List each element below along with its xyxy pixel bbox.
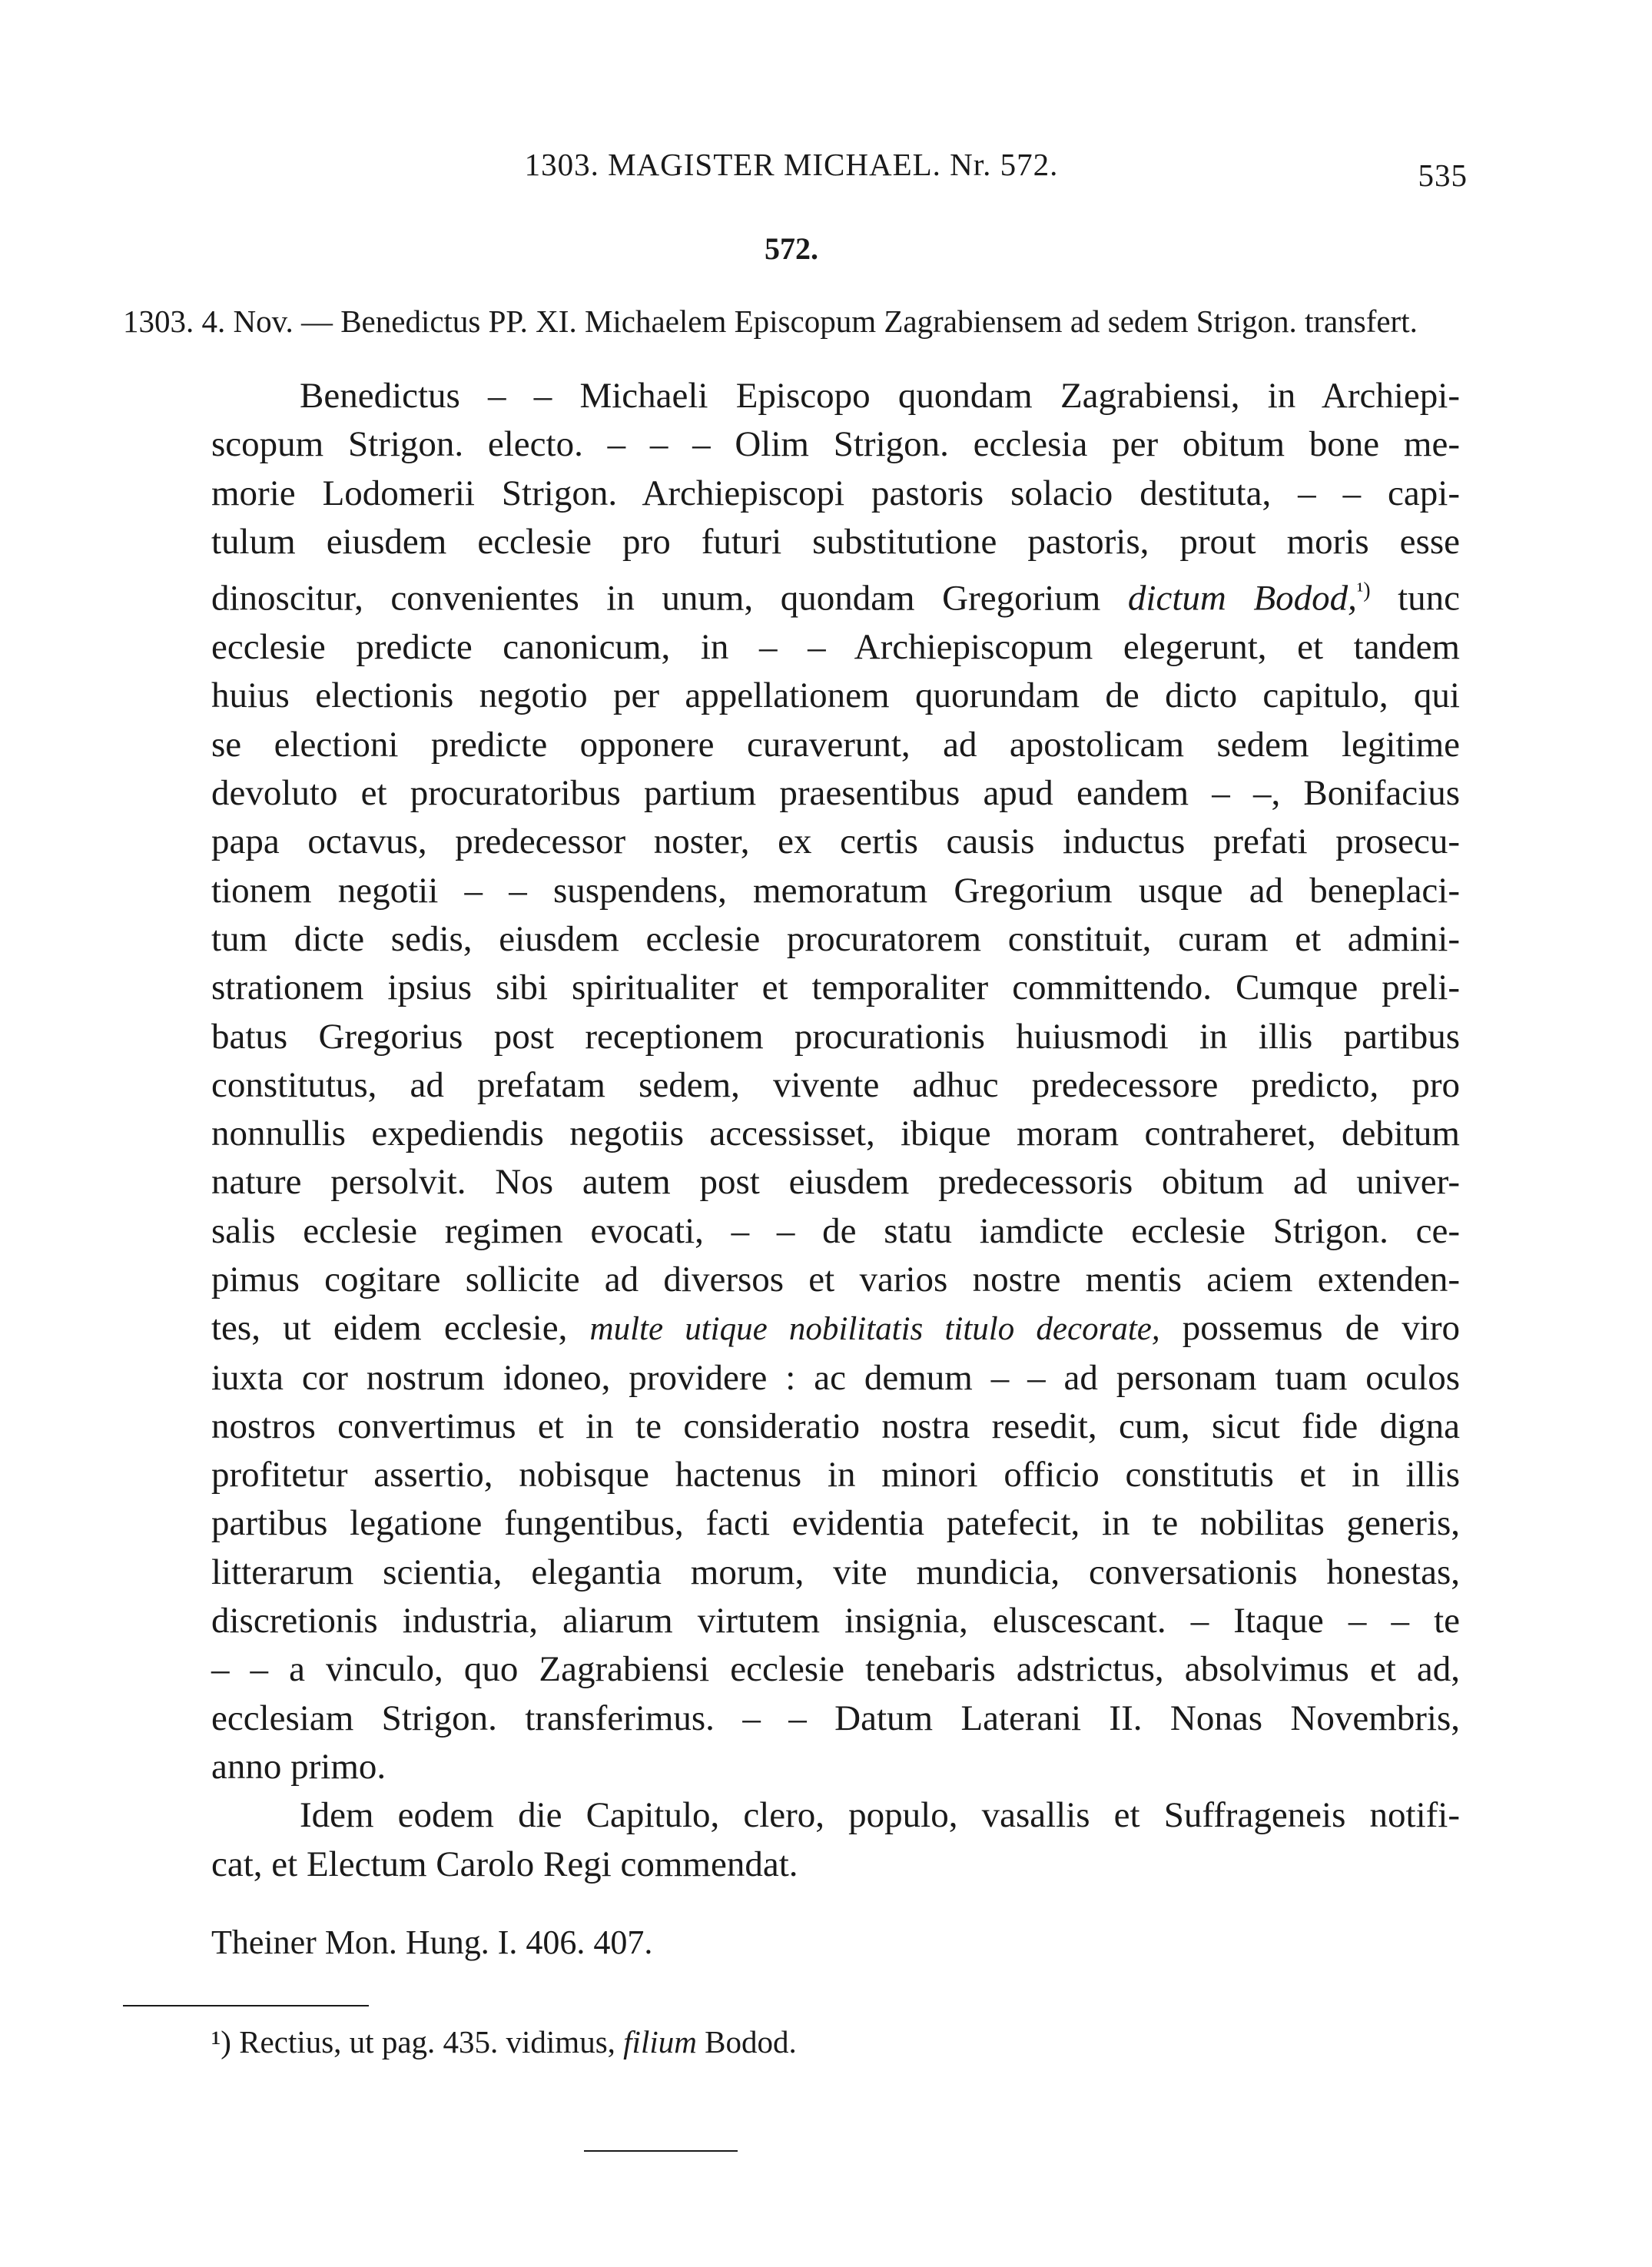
source-citation: Theiner Mon. Hung. I. 406. 407. [211,1923,653,1961]
text-line: tum dicte sedis, eiusdem ecclesie procuratorem constituit, curam et admini- [211,918,1460,959]
text-line: iuxta cor nostrum idoneo, providere : ac demum – – ad personam tuam oculos [211,1357,1460,1398]
text-line: tulum eiusdem ecclesie pro futuri substitutione pastoris, prout moris esse [211,521,1460,562]
text-line: ecclesie predicte canonicum, in – – Archiepiscopum elegerunt, et tandem [211,627,1460,668]
second-paragraph [123,1791,1460,1889]
text-line: cat, et Electum Carolo Regi commendat. [211,1844,798,1884]
text-line: Idem eodem die Capitulo, clero, populo, vasallis et Suffrageneis notifi- [300,1795,1460,1836]
page-end-rule [584,2150,738,2152]
text-line: Benedictus – – Michaeli Episcopo quondam Zagrabiensi, in Archiepi- [300,376,1460,416]
text-line: profitetur assertio, nobisque hactenus in minori officio constitutis et in illis [211,1455,1460,1495]
text-line: nature persolvit. Nos autem post eiusdem predecessoris obitum ad univer- [211,1162,1460,1203]
text-line: litterarum scientia, elegantia morum, vite mundicia, conversationis honestas, [211,1552,1460,1592]
document-body [123,372,1460,1889]
main-paragraph [123,372,1460,1791]
text-line: scopum Strigon. electo. – – – Olim Strigon. ecclesia per obitum bone me- [211,424,1460,465]
running-title: 1303. MAGISTER MICHAEL. Nr. 572. [524,147,1059,182]
text-line: constitutus, ad prefatam sedem, vivente adhuc predecessore predicto, pro [211,1064,1460,1105]
italic-name: dictum Bodod, [1127,578,1357,619]
text-segment: dinoscitur, convenientes in unum, quondam Gregorium [211,578,1101,619]
text-segment: tes, ut eidem ecclesie, [211,1308,568,1349]
footnote-text-end: Bodod. [705,2023,797,2060]
regest: 1303. 4. Nov. — Benedictus PP. XI. Michaelem Episcopum Zagrabiensem ad sedem Strigon. transfert. [123,304,1418,339]
footnote-ref: ¹) [1356,579,1371,603]
document-number: 572. [765,231,818,266]
text-line: ecclesiam Strigon. transferimus. – – Datum Laterani II. Nonas Novembris, [211,1698,1460,1738]
footnote-mark: ¹) [211,2023,231,2060]
running-head [123,146,1468,193]
footnote-divider [123,2005,369,2006]
text-line: partibus legatione fungentibus, facti evidentia patefecit, in te nobilitas generis, [211,1503,1460,1544]
text-line: se electioni predicte opponere curaverunt, ad apostolicam sedem legitime [211,724,1460,765]
text-line: nostros convertimus et in te consideratio nostra resedit, cum, sicut fide digna [211,1406,1460,1446]
text-line: pimus cogitare sollicite ad diversos et varios nostre mentis aciem extenden- [211,1260,1460,1299]
text-line: salis ecclesie regimen evocati, – – de statu iamdicte ecclesie Strigon. ce- [211,1210,1460,1251]
text-line: papa octavus, predecessor noster, ex certis causis inductus prefati prosecu- [211,821,1460,862]
page-number: 535 [1418,158,1468,193]
footnote-italic: filium [623,2023,697,2060]
text-line: discretionis industria, aliarum virtutem insignia, eluscescant. – Itaque – – te [211,1601,1460,1641]
text-line: tionem negotii – – suspendens, memoratum Gregorium usque ad beneplaci- [211,870,1460,911]
text-segment: possemus de viro [1182,1308,1460,1349]
text-line: anno primo. [211,1746,386,1787]
document-page [123,146,1468,2060]
italic-phrase: multe utique nobilitatis titulo decorate, [589,1311,1160,1348]
footnote [123,2023,1460,2060]
text-segment: tunc [1398,578,1461,619]
text-line: huius electionis negotio per appellationem quorundam de dicto capitulo, qui [211,675,1460,716]
text-line: devoluto et procuratoribus partium praesentibus apud eandem – –, Bonifacius [211,773,1460,814]
text-line: morie Lodomerii Strigon. Archiepiscopi pastoris solacio destituta, – – capi- [211,473,1460,513]
text-line-with-italic [123,1304,1460,1353]
footnote-text: Rectius, ut pag. 435. vidimus, [239,2023,615,2060]
text-line: nonnullis expediendis negotiis accessisset, ibique moram contraheret, debitum [211,1114,1460,1154]
text-line-with-italic [123,566,1460,623]
text-line: strationem ipsius sibi spiritualiter et temporaliter committendo. Cumque preli- [211,968,1460,1008]
text-line: batus Gregorius post receptionem procurationis huiusmodi in illis partibus [211,1016,1460,1057]
text-line: – – a vinculo, quo Zagrabiensi ecclesie tenebaris adstrictus, absolvimus et ad, [211,1649,1460,1690]
